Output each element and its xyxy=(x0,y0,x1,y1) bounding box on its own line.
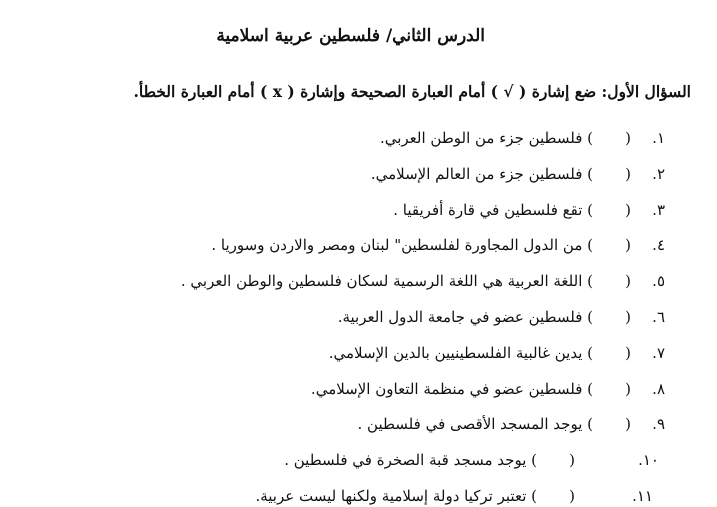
open-parenthesis: ( xyxy=(625,129,631,147)
statement-item xyxy=(0,236,665,272)
open-parenthesis: ( xyxy=(625,379,631,398)
statement-number: ١١. xyxy=(632,486,653,505)
statement-item xyxy=(0,344,665,380)
statement-item xyxy=(0,308,665,344)
statement-number: ٢. xyxy=(652,164,665,183)
statement-number: ٥. xyxy=(652,272,665,291)
statement-number: ١٠. xyxy=(638,451,659,470)
statement-text: ) يوجد مسجد قبة الصخرة في فلسطين . xyxy=(284,451,537,470)
open-parenthesis: ( xyxy=(625,164,631,183)
statement-text: ) فلسطين عضو في منظمة التعاون الإسلامي. xyxy=(310,379,593,398)
open-parenthesis: ( xyxy=(569,486,575,505)
statement-text: ) فلسطين جزء من الوطن العربي. xyxy=(379,129,593,147)
statement-text: ) فلسطين عضو في جامعة الدول العربية. xyxy=(337,307,593,326)
statement-number: ٧. xyxy=(652,343,665,362)
open-parenthesis: ( xyxy=(625,307,631,326)
statement-item xyxy=(0,165,665,201)
statement-text: ) تعتبر تركيا دولة إسلامية ولكنها ليست عربية. xyxy=(255,486,537,505)
statement-item xyxy=(0,380,665,416)
statement-number: ٦. xyxy=(652,307,665,326)
open-parenthesis: ( xyxy=(625,236,631,255)
open-parenthesis: ( xyxy=(625,415,631,434)
statement-item xyxy=(0,129,665,165)
statement-item xyxy=(0,201,665,237)
open-parenthesis: ( xyxy=(569,451,575,470)
statement-text: ) فلسطين جزء من العالم الإسلامي. xyxy=(370,164,593,183)
statement-list xyxy=(0,129,665,507)
open-parenthesis: ( xyxy=(625,272,631,291)
statement-number: ٩. xyxy=(652,415,665,434)
lesson-title: الدرس الثاني/ فلسطين عربية اسلامية xyxy=(216,26,485,46)
statement-item xyxy=(0,451,665,487)
statement-text: ) تقع فلسطين في قارة أفريقيا . xyxy=(393,200,593,219)
statement-number: ٨. xyxy=(652,379,665,398)
statement-text: ) اللغة العربية هي اللغة الرسمية لسكان فلسطين والوطن العربي . xyxy=(180,272,593,291)
statement-text: ) يوجد المسجد الأقصى في فلسطين . xyxy=(357,415,593,434)
statement-text: ) من الدول المجاورة لفلسطين" لبنان ومصر والاردن وسوريا . xyxy=(211,236,593,255)
statement-item xyxy=(0,487,665,507)
question-instruction: السؤال الأول: ضع إشارة ( √ ) أمام العبارة الصحيحة وإشارة ( x ) أمام العبارة الخطأ. xyxy=(133,82,691,101)
open-parenthesis: ( xyxy=(625,343,631,362)
statement-number: ٤. xyxy=(652,236,665,255)
statement-item xyxy=(0,272,665,308)
statement-number: ٣. xyxy=(652,200,665,219)
statement-text: ) يدين غالبية الفلسطينيين بالدين الإسلامي. xyxy=(328,343,593,362)
open-parenthesis: ( xyxy=(625,200,631,219)
statement-item xyxy=(0,415,665,451)
statement-number: ١. xyxy=(652,129,665,147)
